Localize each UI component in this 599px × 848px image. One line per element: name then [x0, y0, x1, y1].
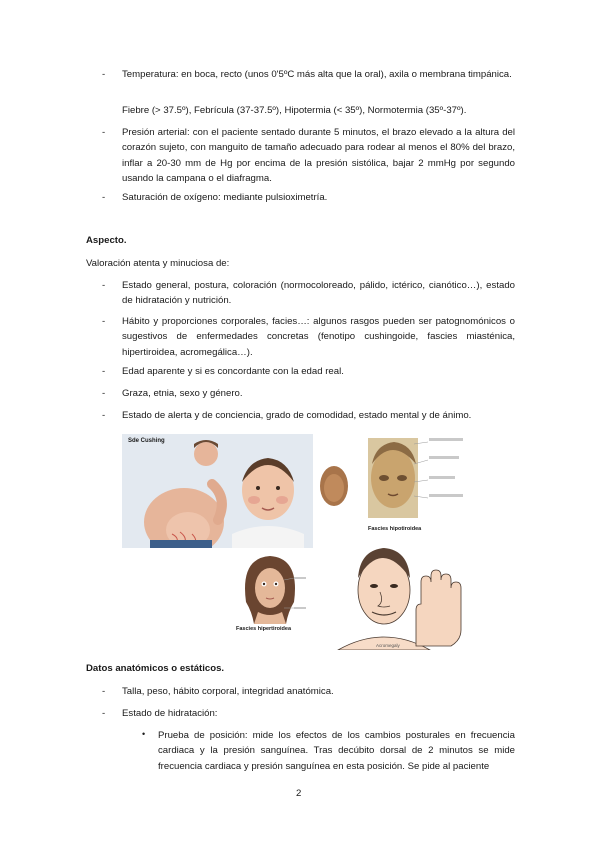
aspect-item: Estado general, postura, coloración (normocoloreado, pálido, ictérico, cianótico…), estado de hidratación y nutrición.	[122, 280, 515, 307]
acromegaly-label: Acromegaly	[376, 643, 400, 648]
list-dash: -	[102, 410, 106, 421]
hyperthyroid-label: Fascies hipertiroidea	[236, 626, 292, 632]
anatomic-item: Estado de hidratación:	[122, 708, 218, 719]
list-dash: -	[102, 280, 106, 291]
aspect-heading: Aspecto.	[86, 235, 127, 246]
acromegaly-figure	[336, 542, 468, 650]
list-dash: -	[102, 366, 106, 377]
page-number: 2	[296, 788, 302, 799]
oxygen-saturation-text: Saturación de oxígeno: mediante pulsioximetría.	[122, 192, 328, 203]
position-test-text: Prueba de posición: mide los efectos de los cambios posturales en frecuencia cardiaca y la presión sanguínea. Tras decúbito dorsal de 2 minutos se mide frecuencia cardiaca y presión sanguínea en esta posición. Se pide al paciente	[158, 730, 515, 772]
hypothyroid-label: Fascies hipotiroidea	[368, 526, 422, 532]
anatomic-item: Talla, peso, hábito corporal, integridad anatómica.	[122, 686, 334, 697]
cushing-figure	[122, 434, 313, 548]
anatomic-heading: Datos anatómicos o estáticos.	[86, 663, 225, 674]
aspect-item: Hábito y proporciones corporales, facies…: algunos rasgos pueden ser patognomónicos o sugestivos de enfermedades concretas (fenotipo cushingoide, fascies miasténica, hipertiroidea, acromegálica…).	[122, 316, 515, 358]
hyperthyroid-figure	[232, 552, 310, 638]
blood-pressure-text: Presión arterial: con el paciente sentado durante 5 minutos, el brazo elevado a la altura del corazón sujeto, con manguito de tamaño adecuado para rodear al menos el 80% del brazo, inflar a 20-30 mm de Hg por encima de la presión sistólica, bajar 2 mmHg por segundo usando la campana o el diafragma.	[122, 127, 515, 184]
list-dash: -	[102, 127, 106, 138]
cushing-label: Sde Cushing	[128, 438, 165, 444]
list-dash: -	[102, 69, 106, 80]
list-dash: -	[102, 316, 106, 327]
aspect-item: Graza, etnia, sexo y género.	[122, 388, 243, 399]
acromegaly-illustration	[336, 542, 468, 650]
hypothyroid-figure	[316, 434, 468, 544]
list-dash: -	[102, 686, 106, 697]
cushing-illustration	[122, 434, 313, 548]
bullet-icon: •	[142, 729, 146, 739]
temperature-text: Temperatura: en boca, recto (unos 0'5ºC más alta que la oral), axila o membrana timpánica.	[122, 69, 512, 80]
list-dash: -	[102, 708, 106, 719]
list-dash: -	[102, 388, 106, 399]
aspect-item: Edad aparente y si es concordante con la edad real.	[122, 366, 344, 377]
aspect-item: Estado de alerta y de conciencia, grado de comodidad, estado mental y de ánimo.	[122, 410, 472, 421]
fever-ranges-text: Fiebre (> 37.5º), Febrícula (37-37.5º), Hipotermia (< 35º), Normotermia (35º-37º).	[122, 105, 467, 116]
aspect-intro: Valoración atenta y minuciosa de:	[86, 258, 230, 269]
list-dash: -	[102, 192, 106, 203]
